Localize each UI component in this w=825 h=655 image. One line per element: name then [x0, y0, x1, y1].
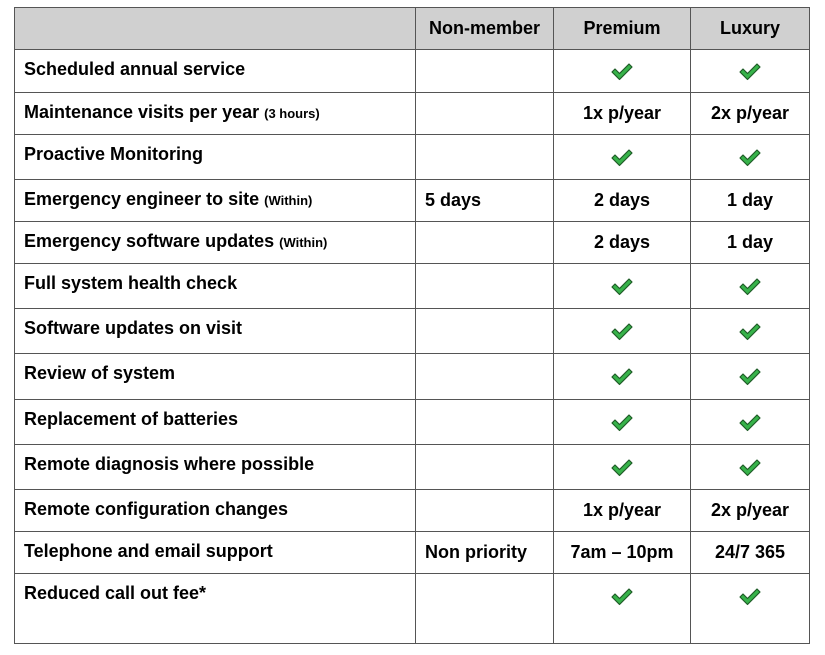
feature-label: Replacement of batteries — [24, 409, 239, 429]
feature-label: Reduced call out fee* — [24, 583, 207, 603]
non-member-value: Non priority — [425, 542, 527, 562]
premium-value: 7am – 10pm — [570, 542, 674, 562]
non-member-cell — [416, 574, 554, 644]
table-row — [15, 400, 810, 445]
feature-label: Telephone and email support — [24, 541, 273, 561]
luxury-value: 2x p/year — [710, 500, 790, 520]
non-member-cell — [416, 264, 554, 309]
check-icon — [738, 587, 762, 607]
check-icon — [738, 367, 762, 387]
table-row — [15, 309, 810, 354]
luxury-cell — [691, 354, 810, 400]
check-icon — [738, 322, 762, 342]
check-icon — [738, 413, 762, 433]
premium-cell — [554, 135, 691, 180]
table-row — [15, 574, 810, 644]
table-header-row — [15, 8, 810, 50]
check-icon — [610, 322, 634, 342]
premium-cell — [554, 222, 691, 264]
feature-label: Proactive Monitoring — [24, 144, 204, 164]
feature-note: (Within) — [264, 193, 313, 208]
luxury-cell — [691, 264, 810, 309]
premium-cell — [554, 400, 691, 445]
feature-cell — [15, 532, 416, 574]
check-icon — [610, 587, 634, 607]
feature-cell — [15, 354, 416, 400]
table-row — [15, 180, 810, 222]
feature-label: Maintenance visits per year — [24, 102, 260, 122]
non-member-cell — [416, 354, 554, 400]
feature-label: Scheduled annual service — [24, 59, 246, 79]
feature-label: Emergency engineer to site — [24, 189, 260, 209]
luxury-value: 1 day — [726, 190, 774, 210]
premium-cell — [554, 50, 691, 93]
feature-cell — [15, 445, 416, 490]
premium-cell — [554, 93, 691, 135]
non-member-cell — [416, 135, 554, 180]
feature-cell — [15, 180, 416, 222]
feature-label: Software updates on visit — [24, 318, 243, 338]
premium-cell — [554, 180, 691, 222]
feature-cell — [15, 400, 416, 445]
feature-note: (Within) — [279, 235, 328, 250]
header-feature — [15, 8, 416, 50]
premium-cell — [554, 490, 691, 532]
check-icon — [610, 148, 634, 168]
table-body — [15, 50, 810, 644]
luxury-cell — [691, 50, 810, 93]
feature-label: Full system health check — [24, 273, 238, 293]
non-member-cell — [416, 532, 554, 574]
table-row — [15, 50, 810, 93]
luxury-cell — [691, 490, 810, 532]
table-row — [15, 354, 810, 400]
premium-value: 1x p/year — [582, 103, 662, 123]
non-member-cell — [416, 445, 554, 490]
premium-value: 2 days — [593, 190, 651, 210]
luxury-value: 2x p/year — [710, 103, 790, 123]
table-row — [15, 532, 810, 574]
feature-label: Remote configuration changes — [24, 499, 289, 519]
luxury-value: 1 day — [726, 232, 774, 252]
header-non-member: Non-member — [416, 8, 554, 50]
non-member-cell — [416, 180, 554, 222]
table-row — [15, 135, 810, 180]
feature-label: Emergency software updates — [24, 231, 275, 251]
feature-label: Review of system — [24, 363, 176, 383]
feature-cell — [15, 309, 416, 354]
premium-cell — [554, 532, 691, 574]
premium-value: 1x p/year — [582, 500, 662, 520]
non-member-cell — [416, 222, 554, 264]
luxury-cell — [691, 180, 810, 222]
header-luxury: Luxury — [691, 8, 810, 50]
header-premium: Premium — [554, 8, 691, 50]
check-icon — [738, 458, 762, 478]
check-icon — [738, 148, 762, 168]
premium-cell — [554, 574, 691, 644]
membership-comparison-table — [14, 7, 810, 644]
table-row — [15, 490, 810, 532]
check-icon — [610, 367, 634, 387]
premium-cell — [554, 354, 691, 400]
luxury-cell — [691, 135, 810, 180]
table-row — [15, 264, 810, 309]
premium-cell — [554, 445, 691, 490]
check-icon — [610, 62, 634, 82]
feature-cell — [15, 93, 416, 135]
feature-cell — [15, 264, 416, 309]
feature-note: (3 hours) — [264, 106, 320, 121]
non-member-cell — [416, 93, 554, 135]
feature-cell — [15, 490, 416, 532]
premium-cell — [554, 309, 691, 354]
table-row — [15, 93, 810, 135]
luxury-value: 24/7 365 — [714, 542, 786, 562]
table-row — [15, 445, 810, 490]
feature-label: Remote diagnosis where possible — [24, 454, 315, 474]
check-icon — [738, 277, 762, 297]
check-icon — [738, 62, 762, 82]
luxury-cell — [691, 309, 810, 354]
luxury-cell — [691, 222, 810, 264]
luxury-cell — [691, 445, 810, 490]
feature-cell — [15, 50, 416, 93]
luxury-cell — [691, 574, 810, 644]
non-member-cell — [416, 490, 554, 532]
non-member-cell — [416, 400, 554, 445]
luxury-cell — [691, 93, 810, 135]
non-member-value: 5 days — [425, 190, 482, 210]
check-icon — [610, 458, 634, 478]
check-icon — [610, 413, 634, 433]
non-member-cell — [416, 309, 554, 354]
premium-value: 2 days — [593, 232, 651, 252]
table-row — [15, 222, 810, 264]
feature-cell — [15, 135, 416, 180]
feature-cell — [15, 574, 416, 644]
feature-cell — [15, 222, 416, 264]
check-icon — [610, 277, 634, 297]
non-member-cell — [416, 50, 554, 93]
luxury-cell — [691, 532, 810, 574]
luxury-cell — [691, 400, 810, 445]
premium-cell — [554, 264, 691, 309]
